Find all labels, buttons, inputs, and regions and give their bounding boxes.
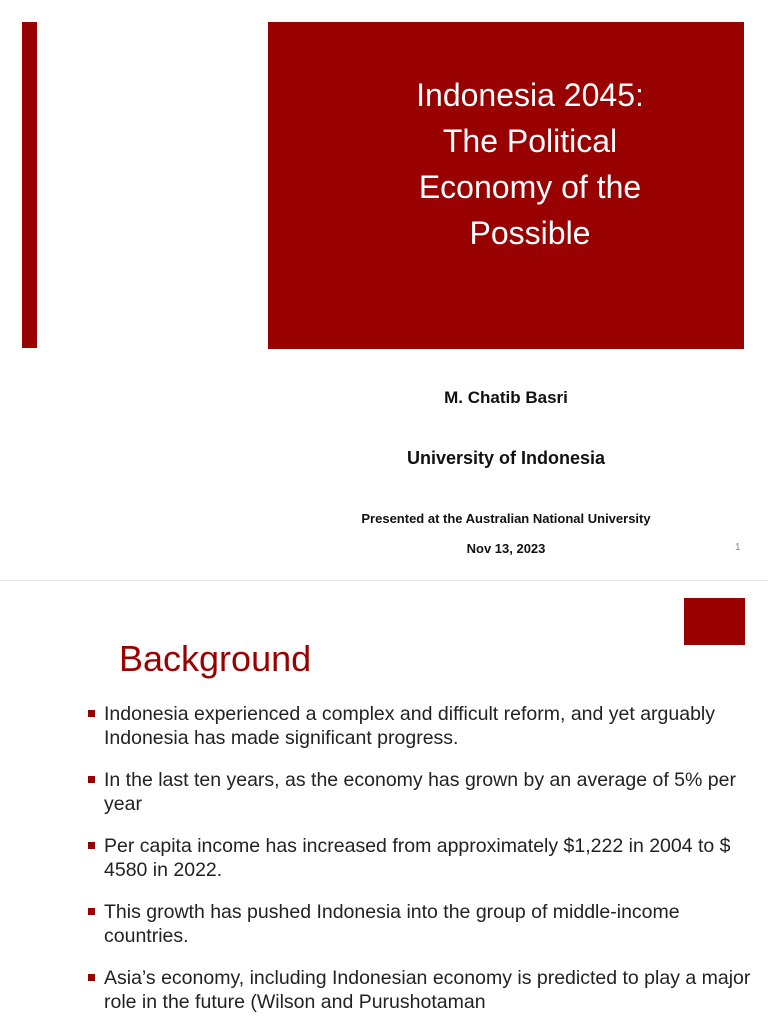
list-item	[88, 702, 764, 750]
institution-name: University of Indonesia	[406, 448, 606, 468]
slide-title: Indonesia 2045: The Political Economy of the Possible	[416, 77, 644, 251]
bullet-list	[88, 702, 764, 1024]
bullet-text: In the last ten years, as the economy has grown by an average of 5% per year	[104, 769, 736, 815]
list-item	[88, 966, 764, 1014]
slide-divider	[0, 580, 768, 581]
square-bullet-icon	[88, 710, 95, 717]
presentation-date: Nov 13, 2023	[466, 541, 546, 556]
square-bullet-icon	[88, 908, 95, 915]
section-heading: Background	[119, 638, 312, 679]
list-item	[88, 900, 764, 948]
bullet-text: Asia’s economy, including Indonesian economy is predicted to play a major role in the future (Wilson and Purushotaman	[104, 967, 751, 1013]
bullet-text: Per capita income has increased from approximately $1,222 in 2004 to $ 4580 in 2022.	[104, 835, 731, 881]
left-accent-bar	[22, 22, 37, 348]
list-item	[88, 834, 764, 882]
presentation-venue: Presented at the Australian National University	[361, 511, 651, 526]
square-bullet-icon	[88, 776, 95, 783]
list-item	[88, 768, 764, 816]
square-bullet-icon	[88, 974, 95, 981]
bullet-text: Indonesia experienced a complex and difficult reform, and yet arguably Indonesia has made significant progress.	[104, 703, 716, 749]
slide-number: 1	[735, 542, 741, 553]
author-name: M. Chatib Basri	[444, 388, 568, 407]
bullet-text: This growth has pushed Indonesia into the group of middle-income countries.	[104, 901, 680, 947]
corner-accent-box	[684, 598, 745, 645]
square-bullet-icon	[88, 842, 95, 849]
